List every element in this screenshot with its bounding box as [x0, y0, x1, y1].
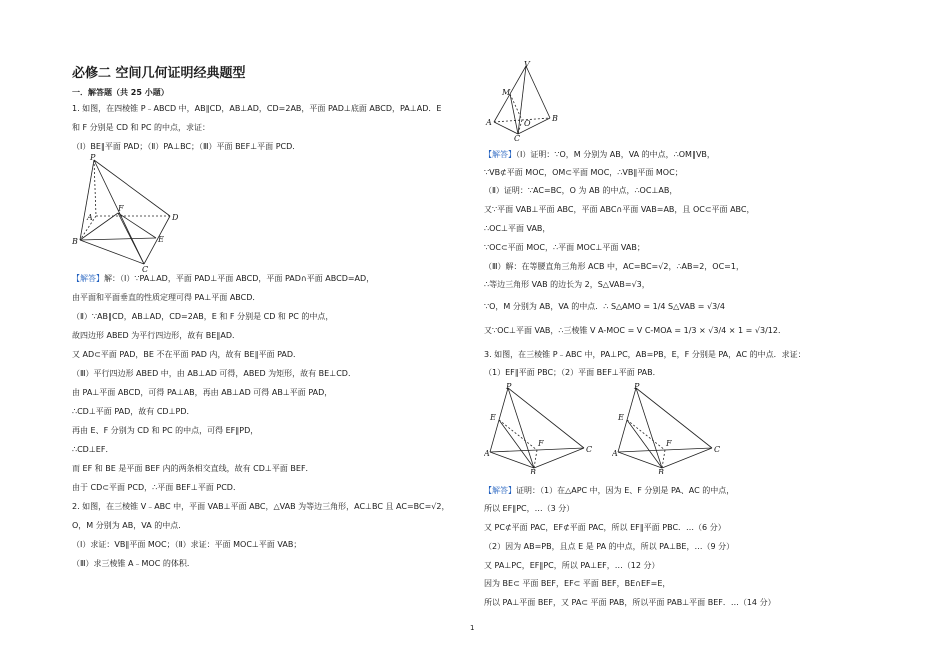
label-P: P	[90, 153, 96, 162]
solution-1-line-8: ∴CD⊥平面 PAD，故有 CD⊥PD．	[72, 407, 195, 416]
answer-tag: 【解答】	[484, 150, 516, 159]
problem-1-line-3: （Ⅰ）BE∥平面 PAD；（Ⅱ）PA⊥BC；（Ⅲ）平面 BEF⊥平面 PCD．	[72, 142, 301, 151]
solution-3-line-4: （2）因为 AB=PB，且点 E 是 PA 的中点，所以 PA⊥BE，…（9 分）	[484, 542, 735, 551]
solution-1-line-2: 由平面和平面垂直的性质定理可得 PA⊥平面 ABCD．	[72, 293, 261, 302]
answer-tag: 【解答】	[484, 486, 516, 495]
problem-3-line-1: 3. 如图，在三棱锥 P﹣ABC 中，PA⊥PC，AB=PB，E，F 分别是 PA，AC 的中点．求证：	[484, 350, 806, 359]
solution-3-line-7: 所以 PA⊥平面 BEF，又 PA⊂ 平面 PAB，所以平面 PAB⊥平面 BEF．…（14 分）	[484, 598, 776, 607]
problem-2-line-4: （Ⅲ）求三棱锥 A﹣MOC 的体积．	[72, 559, 195, 568]
label-P: P	[506, 382, 512, 391]
section-heading: 一．解答题（共 25 小题）	[72, 88, 169, 97]
solution-2-line-4: 又∵平面 VAB⊥平面 ABC，平面 ABC∩平面 VAB=AB，且 OC⊂平面 ABC，	[484, 205, 755, 214]
solution-1-line-6: （Ⅲ）平行四边形 ABED 中，由 AB⊥AD 可得，ABED 为矩形，故有 BE⊥CD．	[72, 369, 356, 378]
label-F: F	[538, 439, 544, 448]
page-number: 1	[470, 624, 475, 632]
solution-1-line-7: 由 PA⊥平面 ABCD，可得 PA⊥AB，再由 AB⊥AD 可得 AB⊥平面 PAD，	[72, 388, 333, 397]
solution-2-line-8: ∴等边三角形 VAB 的边长为 2，S△VAB=√3，	[484, 280, 650, 289]
label-A: A	[486, 118, 492, 127]
figure-4-pyramid	[612, 382, 730, 474]
solution-2-line-1: 【解答】（Ⅰ）证明：∵O，M 分别为 AB，VA 的中点，∴OM∥VB，	[484, 150, 715, 159]
label-A: A	[484, 449, 490, 458]
problem-3-line-2: （1）EF∥平面 PBC；（2）平面 BEF⊥平面 PAB．	[484, 368, 661, 377]
solution-1-line-3: （Ⅱ）∵AB∥CD，AB⊥AD，CD=2AB，E 和 F 分别是 CD 和 PC 的中点，	[72, 312, 334, 321]
solution-1-line-10: ∴CD⊥EF．	[72, 445, 114, 454]
solution-2-line-6: ∵OC⊂平面 MOC，∴平面 MOC⊥平面 VAB；	[484, 243, 645, 252]
solution-2-line-7: （Ⅲ）解：在等腰直角三角形 ACB 中，AC=BC=√2，∴AB=2，OC=1，	[484, 262, 744, 271]
label-V: V	[524, 60, 530, 69]
figure-2-tetrahedron	[484, 60, 564, 142]
label-B: B	[530, 468, 536, 474]
solution-3-line-5: 又 PA⊥PC，EF∥PC，所以 PA⊥EF，…（12 分）	[484, 561, 660, 570]
label-B: B	[658, 468, 664, 474]
solution-2-line-5: ∴OC⊥平面 VAB，	[484, 224, 551, 233]
solution-2-line-9: ∵O，M 分别为 AB，VA 的中点．∴ S△AMO = 1/4 S△VAB = √3/4	[484, 302, 725, 311]
figure-3-pyramid	[484, 382, 602, 474]
problem-1-line-1: 1. 如图，在四棱锥 P﹣ABCD 中，AB∥CD，AB⊥AD，CD=2AB，平面 PAD⊥底面 ABCD，PA⊥AD．E	[72, 104, 442, 113]
solution-3-line-2: 所以 EF∥PC，…（3 分）	[484, 504, 575, 513]
label-D: D	[172, 213, 179, 222]
label-F: F	[666, 439, 672, 448]
solution-2-line-10: 又∵OC⊥平面 VAB，∴三棱锥 V A-MOC = V C-MOA = 1/3 × √3/4 × 1 = √3/12．	[484, 326, 786, 335]
problem-2-line-3: （Ⅰ）求证：VB∥平面 MOC；（Ⅱ）求证：平面 MOC⊥平面 VAB；	[72, 540, 302, 549]
solution-2-line-2: ∵VB⊄平面 MOC，OM⊂平面 MOC，∴VB∥平面 MOC；	[484, 168, 683, 177]
label-O: O	[524, 119, 531, 128]
solution-1-line-1: 【解答】解：（Ⅰ）∵PA⊥AD，平面 PAD⊥平面 ABCD，平面 PAD∩平面 ABCD=AD，	[72, 274, 375, 283]
label-F: F	[118, 204, 124, 213]
label-B: B	[72, 237, 78, 246]
label-C: C	[142, 265, 149, 272]
label-E: E	[490, 413, 496, 422]
problem-1-line-2: 和 F 分别是 CD 和 PC 的中点，求证：	[72, 123, 211, 132]
solution-1-line-9: 再由 E、F 分别为 CD 和 PC 的中点，可得 EF∥PD，	[72, 426, 259, 435]
problem-2-line-1: 2. 如图，在三棱锥 V﹣ABC 中，平面 VAB⊥平面 ABC，△VAB 为等边三角形，AC⊥BC 且 AC=BC=√2，	[72, 502, 450, 511]
label-C: C	[514, 134, 521, 142]
page-title: 必修二 空间几何证明经典题型	[72, 66, 246, 81]
solution-3-line-1: 【解答】证明：（1）在△APC 中，因为 E、F 分别是 PA、AC 的中点，	[484, 486, 735, 495]
label-P: P	[634, 382, 640, 391]
label-B: B	[552, 114, 558, 123]
label-E: E	[158, 235, 164, 244]
label-M: M	[502, 88, 511, 97]
solution-1-line-12: 由于 CD⊂平面 PCD，∴平面 BEF⊥平面 PCD．	[72, 483, 241, 492]
problem-2-line-2: O，M 分别为 AB，VA 的中点．	[72, 521, 187, 530]
solution-1-line-5: 又 AD⊂平面 PAD，BE 不在平面 PAD 内，故有 BE∥平面 PAD．	[72, 350, 302, 359]
solution-1-line-11: 而 EF 和 BE 是平面 BEF 内的两条相交直线，故有 CD⊥平面 BEF．	[72, 464, 314, 473]
figure-1-pyramid	[72, 152, 187, 272]
solution-3-line-6: 因为 BE⊂ 平面 BEF，EF⊂ 平面 BEF，BE∩EF=E，	[484, 579, 671, 588]
label-A: A	[87, 213, 93, 222]
solution-1-line-4: 故四边形 ABED 为平行四边形，故有 BE∥AD．	[72, 331, 240, 340]
solution-2-line-3: （Ⅱ）证明：∵AC=BC，O 为 AB 的中点，∴OC⊥AB，	[484, 186, 678, 195]
label-A: A	[612, 449, 618, 458]
answer-tag: 【解答】	[72, 274, 104, 283]
solution-3-line-3: 又 PC⊄平面 PAC，EF⊄平面 PAC，所以 EF∥平面 PBC．…（6 分）	[484, 523, 726, 532]
label-E: E	[618, 413, 624, 422]
label-C: C	[714, 445, 721, 454]
label-C: C	[586, 445, 593, 454]
